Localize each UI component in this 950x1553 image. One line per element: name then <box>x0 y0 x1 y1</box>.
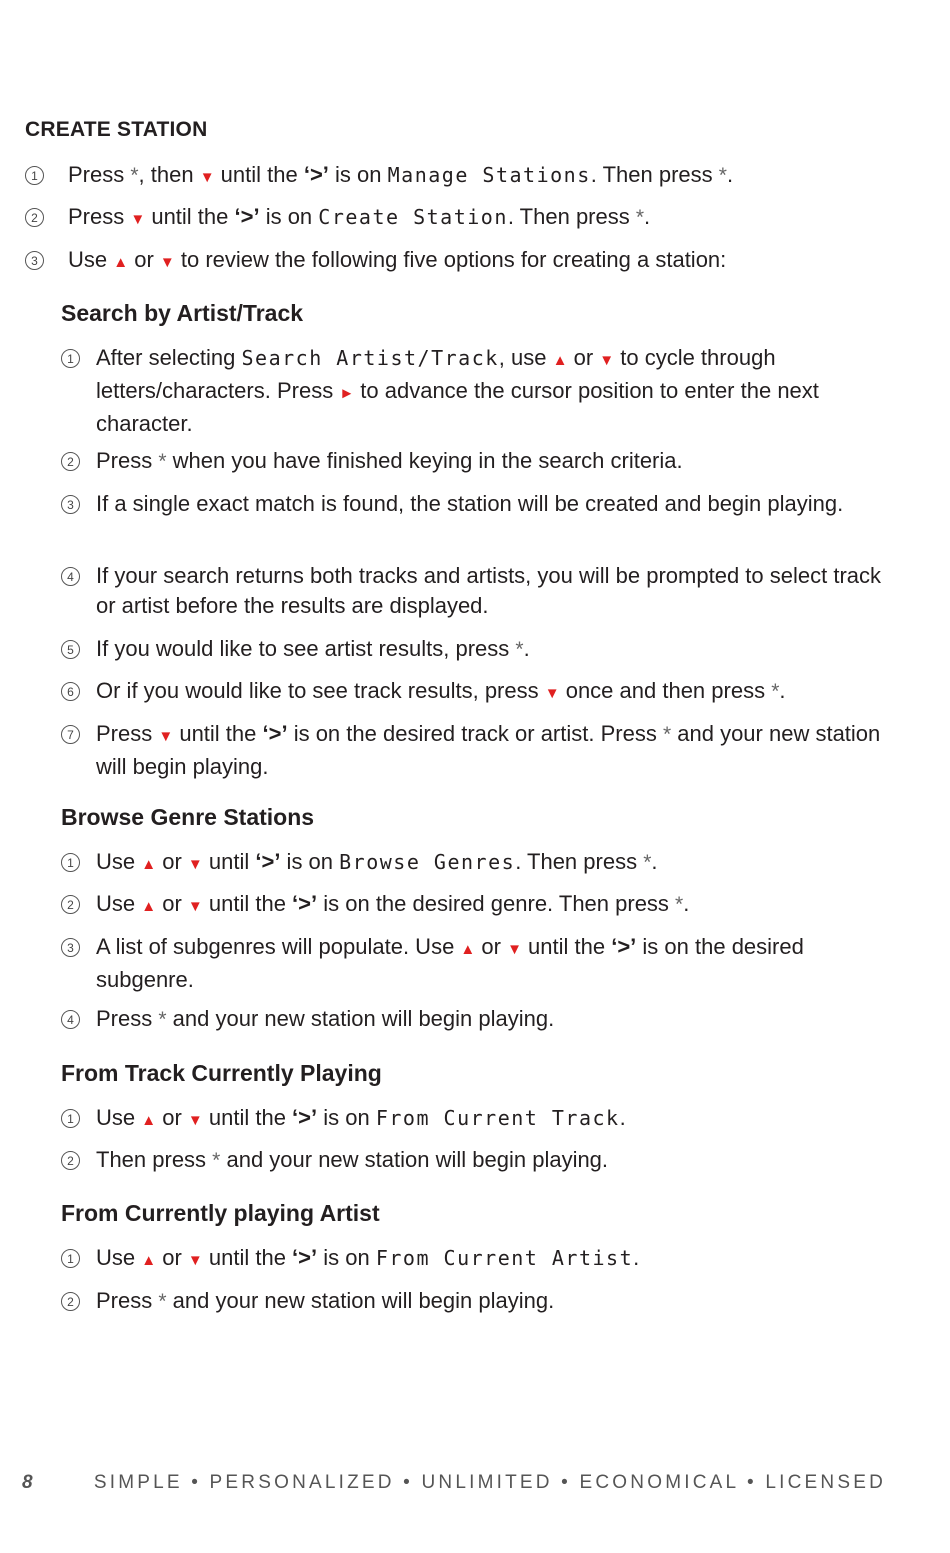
text: until the <box>521 934 612 959</box>
text: is on the desired genre. Then press <box>317 891 676 916</box>
step-number: 2 <box>61 1151 80 1170</box>
up-arrow-icon: ▲ <box>141 898 157 915</box>
text: Press <box>68 162 131 187</box>
subsection-title-track: From Track Currently Playing <box>61 1060 382 1086</box>
cursor-symbol: ‘>’ <box>292 1245 318 1270</box>
step-number: 2 <box>25 208 44 227</box>
down-arrow-icon: ▼ <box>187 856 203 873</box>
asterisk-icon: * <box>158 1008 167 1031</box>
text: . <box>651 849 658 874</box>
text: until the <box>202 1105 293 1130</box>
down-arrow-icon: ▼ <box>507 941 522 958</box>
asterisk-icon: * <box>771 680 780 703</box>
asterisk-icon: * <box>130 164 139 187</box>
text: A list of subgenres will populate. Use <box>96 934 461 959</box>
step-number: 2 <box>61 1292 80 1311</box>
right-arrow-icon: ► <box>339 385 355 402</box>
down-arrow-icon: ▼ <box>544 685 560 702</box>
step-text: If a single exact match is found, the station will be created and begin playing. <box>96 491 844 516</box>
subsection-title-search: Search by Artist/Track <box>61 300 304 326</box>
menu-option: Browse Genres <box>339 850 516 874</box>
main-step <box>25 245 905 278</box>
text: is on <box>280 849 340 874</box>
step-number: 4 <box>61 567 80 586</box>
up-arrow-icon: ▲ <box>113 254 129 271</box>
step-text <box>96 1145 891 1176</box>
search-step <box>61 676 891 709</box>
asterisk-icon: * <box>515 638 524 661</box>
cursor-symbol: ‘>’ <box>611 934 637 959</box>
text: and your new station will begin playing. <box>166 1006 555 1031</box>
menu-option: From Current Track <box>375 1106 620 1130</box>
down-arrow-icon: ▼ <box>158 728 174 745</box>
search-step <box>61 561 891 621</box>
text: until the <box>214 162 304 187</box>
cursor-symbol: ‘>’ <box>292 1105 318 1130</box>
artist-step <box>61 1243 891 1276</box>
up-arrow-icon: ▲ <box>552 352 568 369</box>
text: Use <box>96 849 142 874</box>
asterisk-icon: * <box>675 893 684 916</box>
down-arrow-icon: ▼ <box>599 352 615 369</box>
text: and your new station will begin playing. <box>96 721 881 779</box>
step-number: 3 <box>61 495 80 514</box>
cursor-symbol: ‘>’ <box>262 721 288 746</box>
step-text <box>96 889 891 922</box>
text: until <box>202 849 256 874</box>
page-number: 8 <box>22 1472 33 1493</box>
step-number: 6 <box>61 682 80 701</box>
menu-option: Create Station <box>318 205 508 229</box>
step-number: 5 <box>61 640 80 659</box>
text: . Then press <box>515 849 644 874</box>
text: , use <box>498 345 553 370</box>
text: or <box>475 934 508 959</box>
step-text <box>96 719 891 782</box>
text: to review the following five options for creating a station: <box>174 247 727 272</box>
track-step <box>61 1103 891 1136</box>
text: Then press <box>96 1147 213 1172</box>
text: once and then press <box>559 678 772 703</box>
step-number: 1 <box>25 166 44 185</box>
text: is on the desired subgenre. <box>96 934 804 992</box>
down-arrow-icon: ▼ <box>130 211 146 228</box>
step-text <box>96 847 891 880</box>
asterisk-icon: * <box>718 164 727 187</box>
step-text <box>68 202 905 235</box>
step-number: 3 <box>25 251 44 270</box>
browse-step <box>61 847 891 880</box>
step-text <box>96 1103 891 1136</box>
browse-step <box>61 1004 891 1035</box>
text: or <box>156 891 188 916</box>
text: Press <box>96 1288 159 1313</box>
step-number: 3 <box>61 938 80 957</box>
main-step <box>25 160 905 193</box>
asterisk-icon: * <box>643 851 652 874</box>
text: Press <box>96 448 159 473</box>
text: until the <box>202 1245 293 1270</box>
cursor-symbol: ‘>’ <box>292 891 318 916</box>
up-arrow-icon: ▲ <box>141 856 157 873</box>
step-text <box>96 1243 891 1276</box>
down-arrow-icon: ▼ <box>187 1112 203 1129</box>
step-text <box>96 634 891 665</box>
text: until the <box>202 891 293 916</box>
text: is on <box>328 162 388 187</box>
menu-option: Manage Stations <box>387 163 591 187</box>
text: when you have finished keying in the search criteria. <box>166 448 683 473</box>
step-text <box>96 1286 891 1317</box>
browse-step <box>61 889 891 922</box>
text: is on <box>259 204 319 229</box>
search-step <box>61 719 891 782</box>
menu-option: From Current Artist <box>375 1246 634 1270</box>
text: or <box>128 247 160 272</box>
step-number: 1 <box>61 1109 80 1128</box>
text: or <box>156 1245 188 1270</box>
step-text <box>68 160 905 193</box>
text: until the <box>145 204 235 229</box>
step-text <box>96 343 891 439</box>
text: . Then press <box>590 162 719 187</box>
asterisk-icon: * <box>212 1149 221 1172</box>
subsection-title-browse: Browse Genre Stations <box>61 804 315 830</box>
cursor-symbol: ‘>’ <box>303 162 329 187</box>
main-step <box>25 202 905 235</box>
down-arrow-icon: ▼ <box>159 254 175 271</box>
asterisk-icon: * <box>158 1290 167 1313</box>
cursor-symbol: ‘>’ <box>255 849 281 874</box>
text: . <box>726 162 734 187</box>
up-arrow-icon: ▲ <box>141 1252 157 1269</box>
section-title: CREATE STATION <box>25 118 208 141</box>
text: Press <box>96 721 159 746</box>
text: is on <box>317 1105 376 1130</box>
text: . <box>683 891 690 916</box>
down-arrow-icon: ▼ <box>199 169 215 186</box>
text: to advance the cursor position to enter the next character. <box>96 378 819 436</box>
text: , then <box>138 162 200 187</box>
text: Use <box>96 1245 142 1270</box>
text: Use <box>96 1105 142 1130</box>
text: . <box>644 204 651 229</box>
text: to cycle through letters/characters. Press <box>96 345 776 403</box>
cursor-symbol: ‘>’ <box>234 204 260 229</box>
step-number: 7 <box>61 725 80 744</box>
text: or <box>156 849 188 874</box>
text: Or if you would like to see track results, press <box>96 678 545 703</box>
text: until the <box>173 721 263 746</box>
text: . <box>619 1105 626 1130</box>
text: Use <box>96 891 142 916</box>
step-number: 1 <box>61 1249 80 1268</box>
text: Use <box>68 247 114 272</box>
down-arrow-icon: ▼ <box>187 1252 203 1269</box>
browse-step <box>61 932 891 995</box>
text: or <box>567 345 600 370</box>
footer-tagline: SIMPLE • PERSONALIZED • UNLIMITED • ECONOMICAL • LICENSED <box>93 1472 886 1493</box>
artist-step <box>61 1286 891 1317</box>
text: and your new station will begin playing. <box>166 1288 555 1313</box>
track-step <box>61 1145 891 1176</box>
step-number: 1 <box>61 853 80 872</box>
step-text <box>96 676 891 709</box>
text: Press <box>68 204 131 229</box>
text: or <box>156 1105 188 1130</box>
up-arrow-icon: ▲ <box>141 1112 157 1129</box>
asterisk-icon: * <box>635 206 645 229</box>
step-number: 2 <box>61 895 80 914</box>
step-number: 4 <box>61 1010 80 1029</box>
search-step <box>61 343 891 439</box>
text: . <box>779 678 786 703</box>
step-number: 2 <box>61 452 80 471</box>
search-step <box>61 634 891 665</box>
search-step <box>61 489 891 519</box>
text: and your new station will begin playing. <box>220 1147 609 1172</box>
text: . <box>523 636 530 661</box>
asterisk-icon: * <box>158 450 167 473</box>
step-text <box>68 245 905 278</box>
text: If you would like to see artist results, press <box>96 636 516 661</box>
asterisk-icon: * <box>662 723 672 746</box>
step-text <box>96 932 891 995</box>
text: is on the desired track or artist. Press <box>287 721 663 746</box>
menu-option: Search Artist/Track <box>241 346 499 370</box>
text: is on <box>317 1245 376 1270</box>
search-step <box>61 446 891 477</box>
step-text: If your search returns both tracks and artists, you will be prompted to select track or artist before the results are displayed. <box>96 563 882 618</box>
step-number: 1 <box>61 349 80 368</box>
subsection-title-artist: From Currently playing Artist <box>61 1200 380 1226</box>
text: . <box>633 1245 640 1270</box>
down-arrow-icon: ▼ <box>187 898 203 915</box>
text: Press <box>96 1006 159 1031</box>
text: After selecting <box>96 345 242 370</box>
up-arrow-icon: ▲ <box>460 941 476 958</box>
text: . Then press <box>507 204 636 229</box>
step-text <box>96 446 891 477</box>
step-text <box>96 1004 891 1035</box>
